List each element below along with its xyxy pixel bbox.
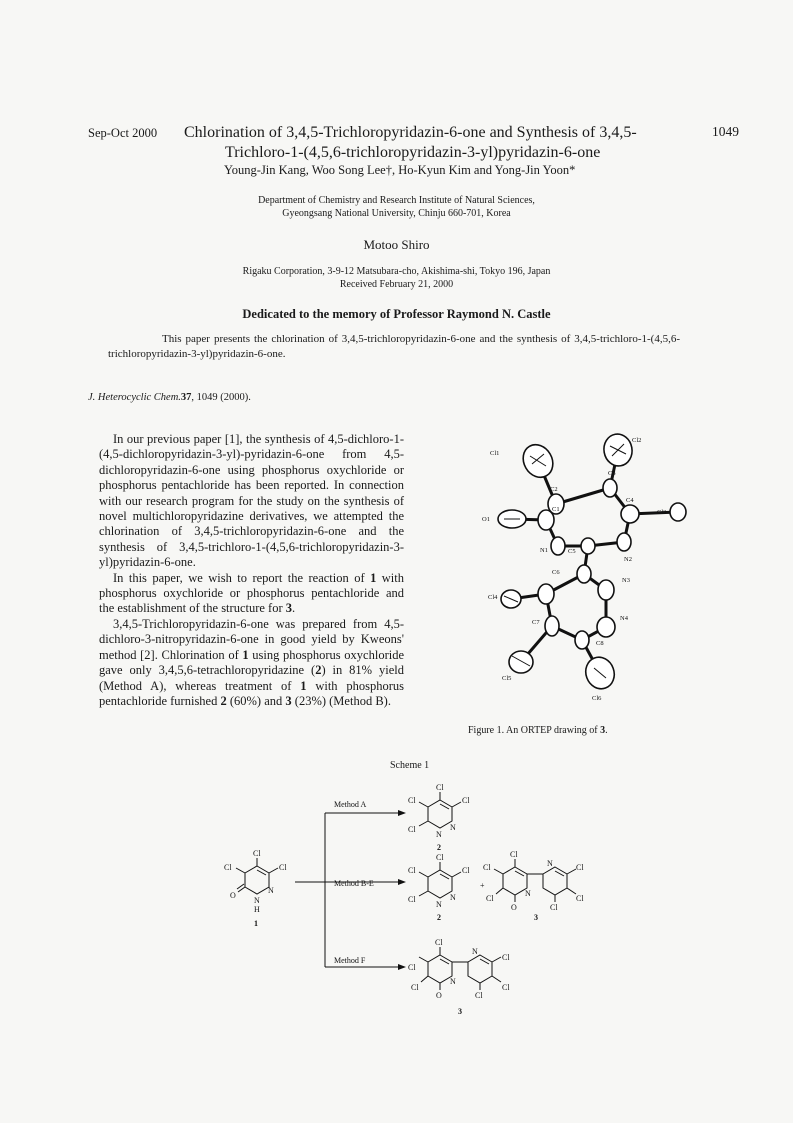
compound-3b-cl-6: Cl — [550, 903, 558, 912]
compound-3b-cl-4: Cl — [576, 863, 584, 872]
paragraph-2: In this paper, we wish to report the reaction of 1 with phosphorus oxychloride or phosphorus pentachloride and the establishment of the structure for 3. — [99, 570, 404, 616]
atom-c1 — [538, 510, 554, 530]
compound-3f-cl-3: Cl — [411, 983, 419, 992]
title-line-1: Chlorination of 3,4,5-Trichloropyridazin-6-one and Synthesis of 3,4,5- — [184, 124, 637, 141]
ortep-atoms — [498, 432, 686, 693]
journal-issue: Sep-Oct 2000 — [88, 126, 158, 140]
compound-3b-cl-2: Cl — [483, 863, 491, 872]
scheme-arrowheads — [398, 810, 406, 970]
label-cl3: Cl3 — [657, 509, 667, 516]
compound-2a-cl-top: Cl — [436, 783, 444, 792]
compound-2b-cl-bottom: Cl — [408, 895, 416, 904]
received-date: Received February 21, 2000 — [339, 279, 454, 290]
compound-3b-n: N — [525, 889, 531, 898]
compound-2a-cl-left: Cl — [408, 796, 416, 805]
scheme-1 — [210, 770, 590, 1030]
compound-2a-cl-bottom: Cl — [408, 825, 416, 834]
affiliation-1-line-1: Department of Chemistry and Research Institute of Natural Sciences, — [258, 195, 535, 206]
compound-2b-cl-right: Cl — [462, 866, 470, 875]
atom-c4 — [621, 505, 639, 523]
compound-1-n-ring: N — [268, 886, 274, 895]
method-be-label: Method B-E — [334, 879, 374, 888]
label-c1: C1 — [552, 506, 560, 513]
title-line-2: Trichloro-1-(4,5,6-trichloropyridazin-3-yl)pyridazin-6-one — [225, 144, 601, 161]
affiliation-1 — [0, 194, 793, 220]
compound-3f-cl-2: Cl — [408, 963, 416, 972]
compound-1-nh-n: N — [254, 896, 260, 905]
atom-n2 — [617, 533, 631, 551]
citation-volume: 37 — [180, 392, 192, 403]
compound-3f-cl-1: Cl — [435, 938, 443, 947]
label-n4: N4 — [620, 615, 628, 622]
authors: Young-Jin Kang, Woo Song Lee†, Ho-Kyun Kim and Yong-Jin Yoon* — [224, 163, 576, 177]
compound-1-cl-top: Cl — [253, 849, 261, 858]
compound-3f-cl-4: Cl — [502, 953, 510, 962]
label-c3: C3 — [608, 470, 616, 477]
scheme-arrows — [295, 813, 400, 967]
citation-journal: J. Heterocyclic Chem. — [88, 392, 181, 403]
paragraph-1: In our previous paper [1], the synthesis of 4,5-dichloro-1-(4,5-dichloropyridazin-3-yl)-pyridazin-6-one from 4,5-dichloropyridazin-6-one using phosphorus oxychloride or phosphorus pentachloride has been reported. In connection with our research program for the study on the synthesis of novel multichloropyridazine derivatives, we attempted the chlorination of 3,4,5-trichloropyridazin-6-one and the synthesis of 3,4,5-trichloro-1-(4,5,6-trichloropyridazin-3-yl)pyridazin-6-one. — [99, 432, 404, 570]
abstract: This paper presents the chlorination of 3,4,5-trichloropyridazin-6-one and the synthesis of 3,4,5-trichloro-1-(4,5,6-trichloropyridazin-3-yl)pyridazin-6-one. — [108, 333, 680, 360]
label-n1: N1 — [540, 547, 548, 554]
figure-1-caption: Figure 1. An ORTEP drawing of 3. — [468, 725, 608, 736]
scheme-label: Scheme 1 — [390, 760, 430, 771]
atom-cl3 — [670, 503, 686, 521]
compound-2b-n1: N — [436, 900, 442, 909]
label-c5: C5 — [568, 548, 576, 555]
author-2: Motoo Shiro — [363, 237, 430, 252]
atom-c8 — [575, 631, 589, 649]
label-c8: C8 — [596, 640, 604, 647]
label-cl5: Cl5 — [502, 675, 512, 682]
label-cl2: Cl2 — [632, 437, 642, 444]
atom-c3 — [603, 479, 617, 497]
atom-c5b — [577, 565, 591, 583]
affiliation-1-line-2: Gyeongsang National University, Chinju 660-701, Korea — [282, 208, 511, 219]
compound-2a-number: 2 — [437, 843, 441, 852]
compound-1-nh-h: H — [254, 905, 260, 914]
compound-3f-cl-5: Cl — [502, 983, 510, 992]
compound-2a-n1: N — [436, 830, 442, 839]
affiliation-2 — [0, 265, 793, 291]
atom-c5 — [581, 538, 595, 554]
atom-c7 — [545, 616, 559, 636]
label-c6: C6 — [552, 569, 560, 576]
ortep-figure — [460, 428, 690, 720]
label-n3: N3 — [622, 577, 630, 584]
compound-2a-n2: N — [450, 823, 456, 832]
label-c7: C7 — [532, 619, 540, 626]
dedication: Dedicated to the memory of Professor Raymond N. Castle — [242, 307, 551, 321]
atom-n3 — [598, 580, 614, 600]
affiliation-2-line-1: Rigaku Corporation, 3-9-12 Matsubara-cho, Akishima-shi, Tokyo 196, Japan — [242, 266, 551, 277]
compound-2b-cl-left: Cl — [408, 866, 416, 875]
label-c2: C2 — [550, 486, 558, 493]
compound-3b-number: 3 — [534, 913, 538, 922]
atom-n4 — [597, 617, 615, 637]
compound-3b-nn: N — [547, 859, 553, 868]
compound-3f-nn: N — [472, 947, 478, 956]
page-number: 1049 — [712, 124, 739, 139]
compound-2a-cl-right: Cl — [462, 796, 470, 805]
scheme-plus: + — [480, 881, 485, 890]
compound-2b-cl-top: Cl — [436, 853, 444, 862]
article-title — [184, 123, 704, 163]
atom-c6 — [538, 584, 554, 604]
compound-3b-oxygen: O — [511, 903, 517, 912]
label-c4: C4 — [626, 497, 634, 504]
atom-cl5 — [509, 651, 533, 673]
label-cl6: Cl6 — [592, 695, 602, 702]
compound-1-number: 1 — [254, 919, 258, 928]
compound-1-oxygen: O — [230, 891, 236, 900]
compound-1-cl-left: Cl — [224, 863, 232, 872]
compound-1-cl-right: Cl — [279, 863, 287, 872]
compound-3f-cl-6: Cl — [475, 991, 483, 1000]
compound-3b-cl-3: Cl — [486, 894, 494, 903]
method-a-label: Method A — [334, 800, 367, 809]
compound-3f-oxygen: O — [436, 991, 442, 1000]
label-n2: N2 — [624, 556, 632, 563]
compound-3f-number: 3 — [458, 1007, 462, 1016]
compound-3b-cl-1: Cl — [510, 850, 518, 859]
ortep-bonds — [511, 450, 678, 673]
paragraph-3: 3,4,5-Trichloropyridazin-6-one was prepared from 4,5-dichloro-3-nitropyridazin-6-one in good yield by Kweons' method [2]. Chlorination of 1 using phosphorus oxychloride gave only 3,4,5,6-tetrachloropyridazine (2) in 81% yield (Method A), whereas treatment of 1 with phosphorus pentachloride furnished 2 (60%) and 3 (23%) (Method B). — [99, 616, 405, 708]
label-cl4: Cl4 — [488, 594, 498, 601]
compound-3f-n: N — [450, 977, 456, 986]
citation — [88, 392, 251, 403]
compound-3f-structure — [419, 947, 501, 990]
label-cl1: Cl1 — [490, 450, 500, 457]
method-f-label: Method F — [334, 956, 366, 965]
label-o1: O1 — [482, 516, 490, 523]
compound-3b-structure — [494, 859, 576, 902]
compound-3b-cl-5: Cl — [576, 894, 584, 903]
atom-n1 — [551, 537, 565, 555]
compound-2b-n2: N — [450, 893, 456, 902]
citation-rest: , 1049 (2000). — [191, 392, 251, 403]
body-text — [99, 432, 404, 709]
compound-2b-number: 2 — [437, 913, 441, 922]
